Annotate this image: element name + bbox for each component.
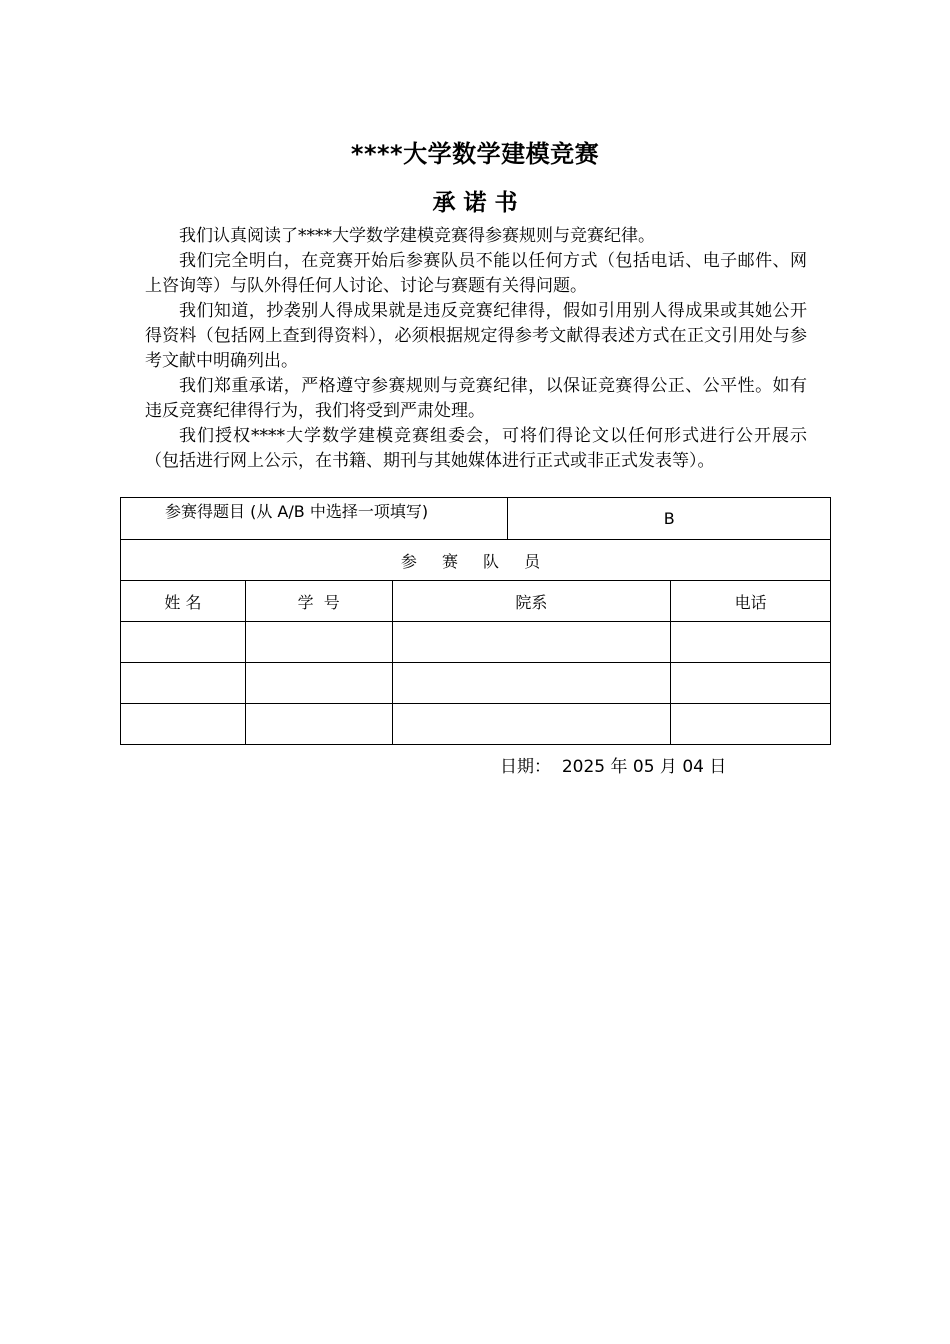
date-value: 2025 年 05 月 04 日 [561, 757, 727, 777]
column-header-row [121, 581, 831, 622]
phone-cell[interactable] [671, 704, 831, 745]
student-id-cell[interactable] [245, 622, 392, 663]
topic-value-cell[interactable]: B [508, 498, 831, 540]
column-header-department: 院系 [392, 581, 671, 622]
student-id-cell[interactable] [245, 704, 392, 745]
name-cell[interactable] [121, 704, 246, 745]
student-id-cell[interactable] [245, 663, 392, 704]
topic-label: 参赛得题目 (从 A/B 中选择一项填写) [121, 498, 508, 540]
table-row [121, 622, 831, 663]
pledge-paragraph: 我们认真阅读了****大学数学建模竞赛得参赛规则与竞赛纪律。 [179, 226, 655, 246]
column-header-student-id: 学 号 [245, 581, 392, 622]
pledge-body [145, 224, 807, 474]
department-cell[interactable] [392, 663, 671, 704]
pledge-paragraph: 我们授权****大学数学建模竞赛组委会，可将们得论文以任何形式进行公开展示（包括进行网上公示，在书籍、期刊与其她媒体进行正式或非正式发表等）。 [145, 426, 807, 471]
phone-cell[interactable] [671, 663, 831, 704]
document-title: ****大学数学建模竞赛 [350, 140, 600, 168]
date-label: 日期： [500, 757, 551, 777]
document-subtitle: 承 诺 书 [432, 190, 518, 216]
members-header: 参 赛 队 员 [121, 540, 831, 581]
column-header-name: 姓 名 [121, 581, 246, 622]
name-cell[interactable] [121, 663, 246, 704]
pledge-paragraph: 我们郑重承诺，严格遵守参赛规则与竞赛纪律，以保证竞赛得公正、公平性。如有违反竞赛纪律得行为，我们将受到严肃处理。 [145, 376, 807, 421]
pledge-paragraph: 我们知道，抄袭别人得成果就是违反竞赛纪律得，假如引用别人得成果或其她公开得资料（包括网上查到得资料），必须根据规定得参考文献得表述方式在正文引用处与参考文献中明确列出。 [145, 301, 807, 371]
department-cell[interactable] [392, 622, 671, 663]
registration-table [120, 497, 831, 745]
members-header-row [121, 540, 831, 581]
topic-row [121, 498, 831, 540]
column-header-phone: 电话 [671, 581, 831, 622]
phone-cell[interactable] [671, 622, 831, 663]
pledge-paragraph: 我们完全明白，在竞赛开始后参赛队员不能以任何方式（包括电话、电子邮件、网上咨询等）与队外得任何人讨论、讨论与赛题有关得问题。 [145, 251, 807, 296]
table-row [121, 663, 831, 704]
table-row [121, 704, 831, 745]
department-cell[interactable] [392, 704, 671, 745]
date-line [500, 752, 726, 777]
name-cell[interactable] [121, 622, 246, 663]
